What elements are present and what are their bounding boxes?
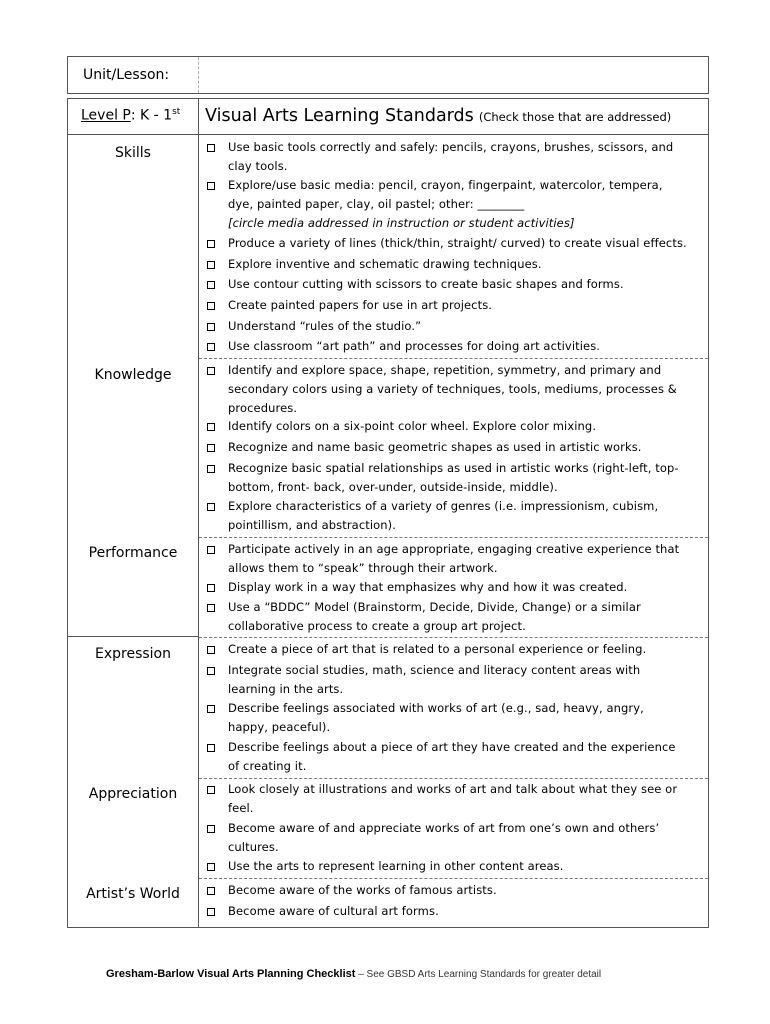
header-rule <box>67 134 709 135</box>
footer-detail: – See GBSD Arts Learning Standards for greater detail <box>355 969 602 980</box>
checkbox-icon[interactable] <box>207 503 215 511</box>
separator-expression <box>199 637 708 638</box>
section-label-appreciation: Appreciation <box>88 786 178 802</box>
expression-item-3[interactable]: Describe feelings associated with works of art (e.g., sad, heavy, angry, happy, peaceful). <box>207 699 687 737</box>
checkbox-icon[interactable] <box>207 281 215 289</box>
section-label-knowledge: Knowledge <box>94 367 172 383</box>
checkbox-icon[interactable] <box>207 240 215 248</box>
skills-item-5[interactable]: Use contour cutting with scissors to create basic shapes and forms. <box>207 275 687 294</box>
section-label-performance: Performance <box>88 545 178 561</box>
checkbox-icon[interactable] <box>207 546 215 554</box>
skills-media-note: [circle media addressed in instruction or student activities] <box>228 216 575 230</box>
knowledge-item-3[interactable]: Recognize and name basic geometric shapes as used in artistic works. <box>207 438 687 457</box>
checkbox-icon[interactable] <box>207 825 215 833</box>
appreciation-item-2[interactable]: Become aware of and appreciate works of art from one’s own and others’ cultures. <box>207 819 687 857</box>
appreciation-item-3[interactable]: Use the arts to represent learning in other content areas. <box>207 857 687 876</box>
performance-item-3[interactable]: Use a “BDDC” Model (Brainstorm, Decide, Divide, Change) or a similar collaborative process to create a group art project. <box>207 598 687 636</box>
knowledge-item-2[interactable]: Identify colors on a six-point color wheel. Explore color mixing. <box>207 417 687 436</box>
checkbox-icon[interactable] <box>207 646 215 654</box>
footer-note <box>106 963 686 980</box>
checkbox-icon[interactable] <box>207 786 215 794</box>
page-title <box>205 106 671 126</box>
skills-item-1[interactable]: Use basic tools correctly and safely: pencils, crayons, brushes, scissors, and clay tools. <box>207 138 687 176</box>
checkbox-icon[interactable] <box>207 444 215 452</box>
checkbox-icon[interactable] <box>207 323 215 331</box>
expression-item-2[interactable]: Integrate social studies, math, science and literacy content areas with learning in the arts. <box>207 661 687 699</box>
unit-lesson-label: Unit/Lesson: <box>83 67 170 83</box>
checkbox-icon[interactable] <box>207 887 215 895</box>
skills-item-7[interactable]: Understand “rules of the studio.” <box>207 317 687 336</box>
checkbox-icon[interactable] <box>207 908 215 916</box>
checkbox-icon[interactable] <box>207 604 215 612</box>
knowledge-item-4[interactable]: Recognize basic spatial relationships as used in artistic works (right-left, top-bottom, front- back, over-under, outside-inside, middle). <box>207 459 687 497</box>
checkbox-icon[interactable] <box>207 584 215 592</box>
checkbox-icon[interactable] <box>207 302 215 310</box>
section-label-skills: Skills <box>115 145 151 161</box>
performance-item-1[interactable]: Participate actively in an age appropriate, engaging creative experience that allows them to “speak” through their artwork. <box>207 540 687 578</box>
level-grades: : K - 1 <box>130 107 173 124</box>
skills-item-3[interactable]: Produce a variety of lines (thick/thin, straight/ curved) to create visual effects. <box>207 234 687 253</box>
checkbox-icon[interactable] <box>207 423 215 431</box>
checkbox-icon[interactable] <box>207 144 215 152</box>
checkbox-icon[interactable] <box>207 261 215 269</box>
expression-item-4[interactable]: Describe feelings about a piece of art they have created and the experience of creating it. <box>207 738 687 776</box>
artists-world-item-1[interactable]: Become aware of the works of famous artists. <box>207 881 687 900</box>
skills-item-2[interactable]: Explore/use basic media: pencil, crayon, fingerpaint, watercolor, tempera, dye, painted paper, clay, oil pastel; other: ________ <box>207 176 687 214</box>
performance-item-2[interactable]: Display work in a way that emphasizes why and how it was created. <box>207 578 687 597</box>
standards-title: Visual Arts Learning Standards <box>205 106 474 126</box>
appreciation-item-1[interactable]: Look closely at illustrations and works of art and talk about what they see or feel. <box>207 780 687 818</box>
section-label-artists-world: Artist’s World <box>86 886 180 902</box>
knowledge-item-1[interactable]: Identify and explore space, shape, repetition, symmetry, and primary and secondary colors using a variety of techniques, tools, mediums, processes & procedures. <box>207 361 687 418</box>
column-divider <box>198 98 199 928</box>
checkbox-icon[interactable] <box>207 667 215 675</box>
footer-title: Gresham-Barlow Visual Arts Planning Checklist <box>106 968 356 980</box>
skills-item-8[interactable]: Use classroom “art path” and processes for doing art activities. <box>207 337 687 356</box>
checkbox-icon[interactable] <box>207 863 215 871</box>
unit-lesson-divider <box>198 57 199 93</box>
level-sup: st <box>172 107 181 117</box>
separator-knowledge <box>199 358 708 359</box>
skills-item-6[interactable]: Create painted papers for use in art projects. <box>207 296 687 315</box>
expression-item-1[interactable]: Create a piece of art that is related to a personal experience or feeling. <box>207 640 687 659</box>
checkbox-icon[interactable] <box>207 465 215 473</box>
level-name: Level P <box>81 107 131 124</box>
separator-appreciation <box>199 778 708 779</box>
expression-rule <box>67 636 198 637</box>
checkbox-icon[interactable] <box>207 705 215 713</box>
separator-artists-world <box>199 878 708 879</box>
checkbox-icon[interactable] <box>207 343 215 351</box>
checkbox-icon[interactable] <box>207 367 215 375</box>
section-label-expression: Expression <box>95 646 171 662</box>
knowledge-item-5[interactable]: Explore characteristics of a variety of genres (i.e. impressionism, cubism, pointillism, and abstraction). <box>207 497 687 535</box>
level-label <box>81 107 180 124</box>
checkbox-icon[interactable] <box>207 182 215 190</box>
artists-world-item-2[interactable]: Become aware of cultural art forms. <box>207 902 687 921</box>
separator-performance <box>199 537 708 538</box>
skills-item-4[interactable]: Explore inventive and schematic drawing techniques. <box>207 255 687 274</box>
standards-note: (Check those that are addressed) <box>478 110 672 124</box>
checkbox-icon[interactable] <box>207 744 215 752</box>
